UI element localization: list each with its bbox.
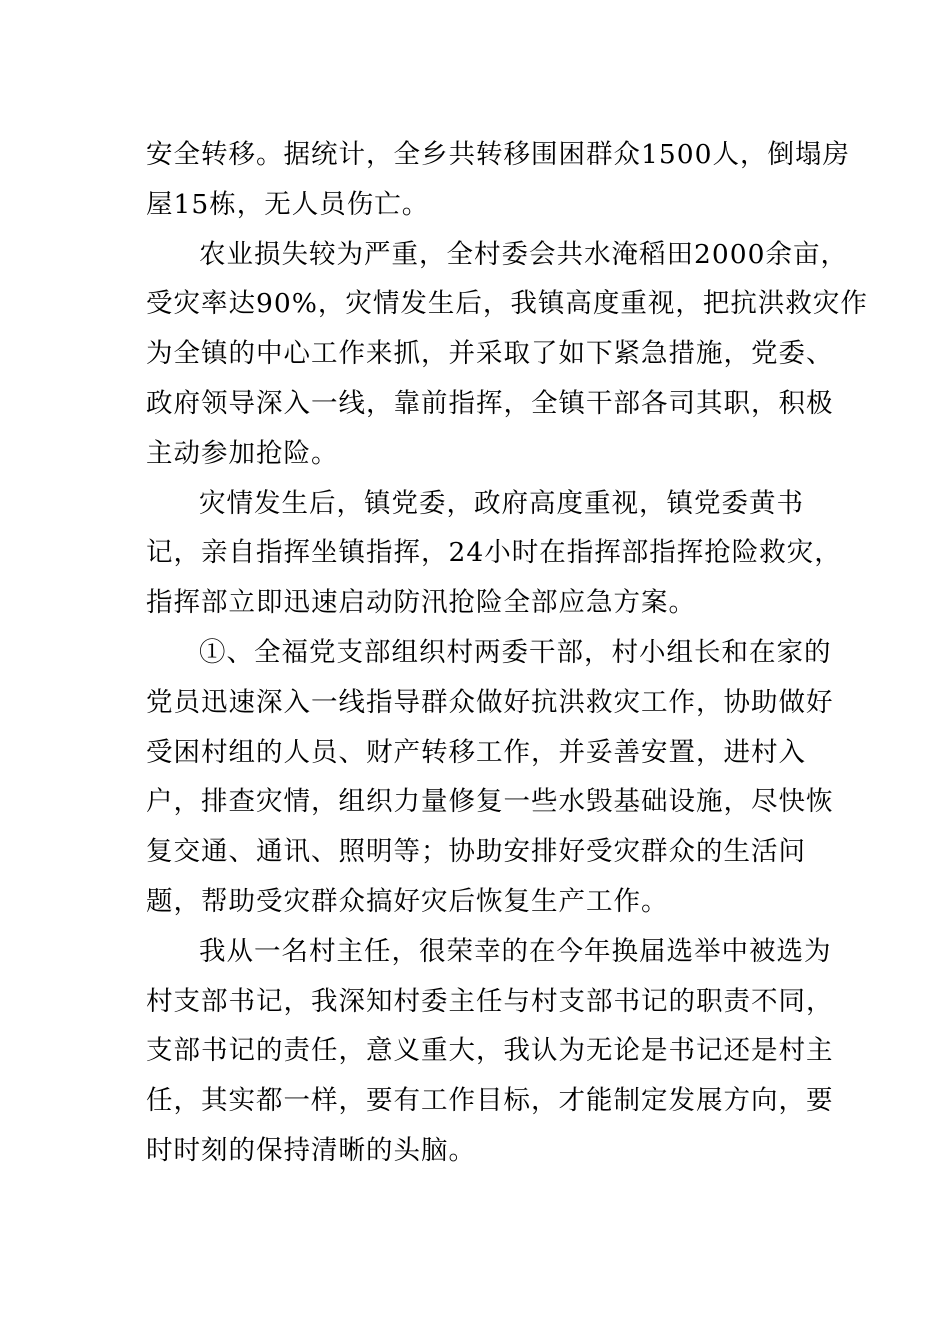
text-line: 指挥部立即迅速启动防汛抢险全部应急方案。 (146, 587, 696, 619)
text-line: 复交通、通讯、照明等；协助安排好受灾群众的生活问 (146, 836, 806, 868)
text-line: 受困村组的人员、财产转移工作，并妥善安置，进村入 (146, 736, 806, 768)
paragraph-start-line: ①、全福党支部组织村两委干部，村小组长和在家的 (199, 636, 832, 668)
document-body (146, 130, 868, 1176)
text-line: 村支部书记，我深知村委主任与村支部书记的职责不同， (146, 985, 834, 1017)
text-line: 时时刻的保持清晰的头脑。 (146, 1134, 476, 1166)
text-line: 任，其实都一样，要有工作目标，才能制定发展方向，要 (146, 1085, 834, 1117)
paragraph-start-line: 农业损失较为严重，全村委会共水淹稻田2000余亩， (199, 238, 848, 270)
text-line: 受灾率达90%，灾情发生后，我镇高度重视，把抗洪救灾作 (146, 288, 868, 320)
text-line: 记，亲自指挥坐镇指挥，24小时在指挥部指挥抢险救灾， (146, 537, 842, 569)
text-line: 屋15栋，无人员伤亡。 (146, 188, 430, 220)
paragraph-start-line: 灾情发生后，镇党委，政府高度重视，镇党委黄书 (199, 487, 804, 519)
text-line: 户，排查灾情，组织力量修复一些水毁基础设施，尽快恢 (146, 786, 834, 818)
text-line: 为全镇的中心工作来抓，并采取了如下紧急措施，党委、 (146, 338, 834, 370)
text-line: 政府领导深入一线，靠前指挥，全镇干部各司其职，积极 (146, 387, 834, 419)
text-line: 支部书记的责任，意义重大，我认为无论是书记还是村主 (146, 1035, 834, 1067)
text-line: 党员迅速深入一线指导群众做好抗洪救灾工作，协助做好 (146, 686, 834, 718)
paragraph-start-line: 我从一名村主任，很荣幸的在今年换届选举中被选为 (199, 935, 832, 967)
text-line: 题，帮助受灾群众搞好灾后恢复生产工作。 (146, 885, 669, 917)
text-line: 主动参加抢险。 (146, 437, 339, 469)
text-line: 安全转移。据统计，全乡共转移围困群众1500人，倒塌房 (146, 139, 850, 170)
